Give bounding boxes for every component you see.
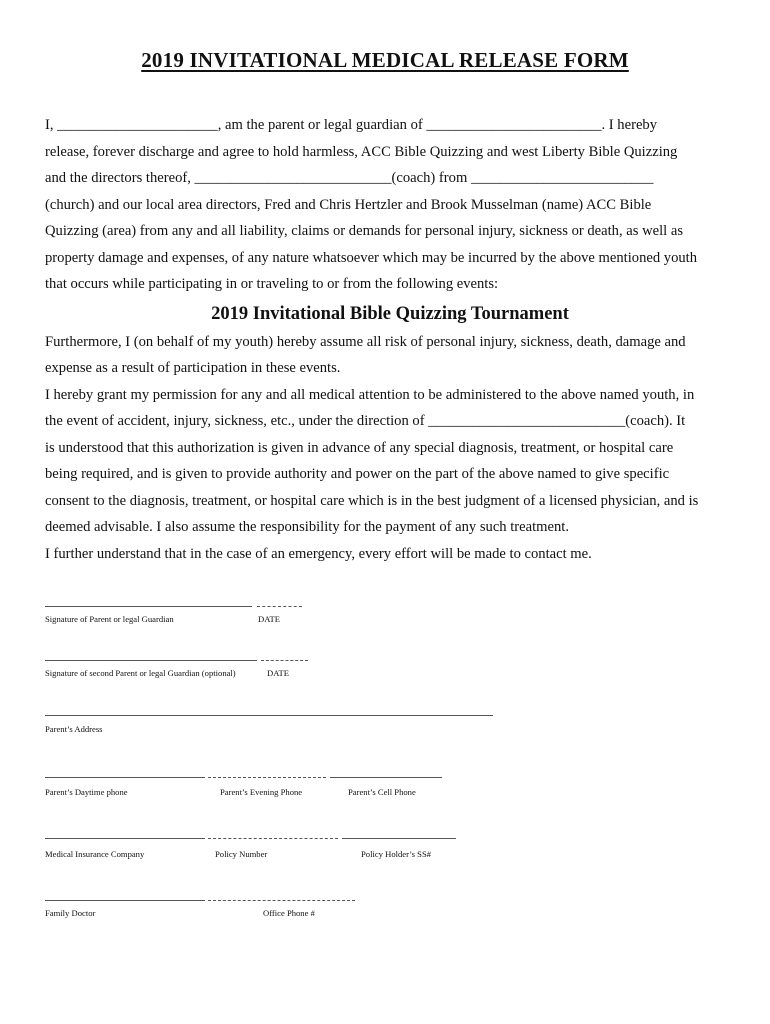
tournament-heading: 2019 Invitational Bible Quizzing Tournament xyxy=(211,303,569,324)
evening-phone-label: Parent’s Evening Phone xyxy=(220,787,303,797)
paragraph-line: property damage and expenses, of any nature whatsoever which may be incurred by the above mentioned youth xyxy=(45,249,698,266)
second-signature-line[interactable] xyxy=(45,660,257,661)
paragraph-line: I further understand that in the case of an emergency, every effort will be made to contact me. xyxy=(45,545,592,562)
second-date-label: DATE xyxy=(267,668,289,678)
second-signature-label: Signature of second Parent or legal Guardian (optional) xyxy=(45,668,236,678)
paragraph-line: Quizzing (area) from any and all liability, claims or demands for personal injury, sickness or death, as well as xyxy=(45,223,684,239)
doctor-line[interactable] xyxy=(45,900,205,901)
paragraph-line: deemed advisable. I also assume the responsibility for the payment of any such treatment. xyxy=(45,519,570,535)
insurance-line[interactable] xyxy=(45,838,205,839)
paragraph-line: the event of accident, injury, sickness, etc., under the direction of ___________________________(coach). It xyxy=(45,413,686,429)
office-phone-line[interactable] xyxy=(208,900,355,901)
day-phone-label: Parent’s Daytime phone xyxy=(45,787,128,797)
cell-phone-line[interactable] xyxy=(330,777,442,778)
paragraph-line: that occurs while participating in or traveling to or from the following events: xyxy=(45,276,499,292)
paragraph-line: is understood that this authorization is given in advance of any special diagnosis, treatment, or hospital care xyxy=(45,439,674,456)
form-title-text: 2019 INVITATIONAL MEDICAL RELEASE FORM xyxy=(141,48,629,72)
date-label: DATE xyxy=(258,614,280,624)
date-line[interactable] xyxy=(257,606,302,607)
second-date-line[interactable] xyxy=(261,660,308,661)
paragraph-line: (church) and our local area directors, Fred and Chris Hertzler and Brook Musselman (name) ACC Bible xyxy=(45,196,652,213)
form-title xyxy=(0,48,770,73)
address-line[interactable] xyxy=(45,715,493,716)
insurance-label: Medical Insurance Company xyxy=(45,849,145,859)
signature-label: Signature of Parent or legal Guardian xyxy=(45,614,174,624)
cell-phone-label: Parent’s Cell Phone xyxy=(348,787,416,797)
address-label: Parent’s Address xyxy=(45,724,103,734)
doctor-label: Family Doctor xyxy=(45,908,96,918)
paragraph-line: expense as a result of participation in these events. xyxy=(45,360,341,376)
paragraph-line: I hereby grant my permission for any and all medical attention to be administered to the above named youth, in xyxy=(45,386,695,403)
paragraph-line: I, ______________________, am the parent or legal guardian of ________________________. I hereby xyxy=(45,117,658,133)
signature-line[interactable] xyxy=(45,606,252,607)
policy-number-line[interactable] xyxy=(208,838,338,839)
policy-holder-label: Policy Holder’s SS# xyxy=(361,849,432,859)
release-body xyxy=(45,112,735,567)
day-phone-line[interactable] xyxy=(45,777,205,778)
paragraph-line: consent to the diagnosis, treatment, or hospital care which is in the best judgment of a licensed physician, and is xyxy=(45,492,699,509)
paragraph-line: and the directors thereof, ___________________________(coach) from _________________________ xyxy=(45,170,654,186)
paragraph-line: Furthermore, I (on behalf of my youth) hereby assume all risk of personal injury, sickness, death, damage and xyxy=(45,333,686,350)
office-phone-label: Office Phone # xyxy=(263,908,315,918)
evening-phone-line[interactable] xyxy=(208,777,326,778)
policy-holder-line[interactable] xyxy=(342,838,456,839)
paragraph-line: being required, and is given to provide authority and power on the part of the above named to give specific xyxy=(45,466,670,482)
policy-number-label: Policy Number xyxy=(215,849,268,859)
paragraph-line: release, forever discharge and agree to hold harmless, ACC Bible Quizzing and west Liberty Bible Quizzing xyxy=(45,143,678,160)
